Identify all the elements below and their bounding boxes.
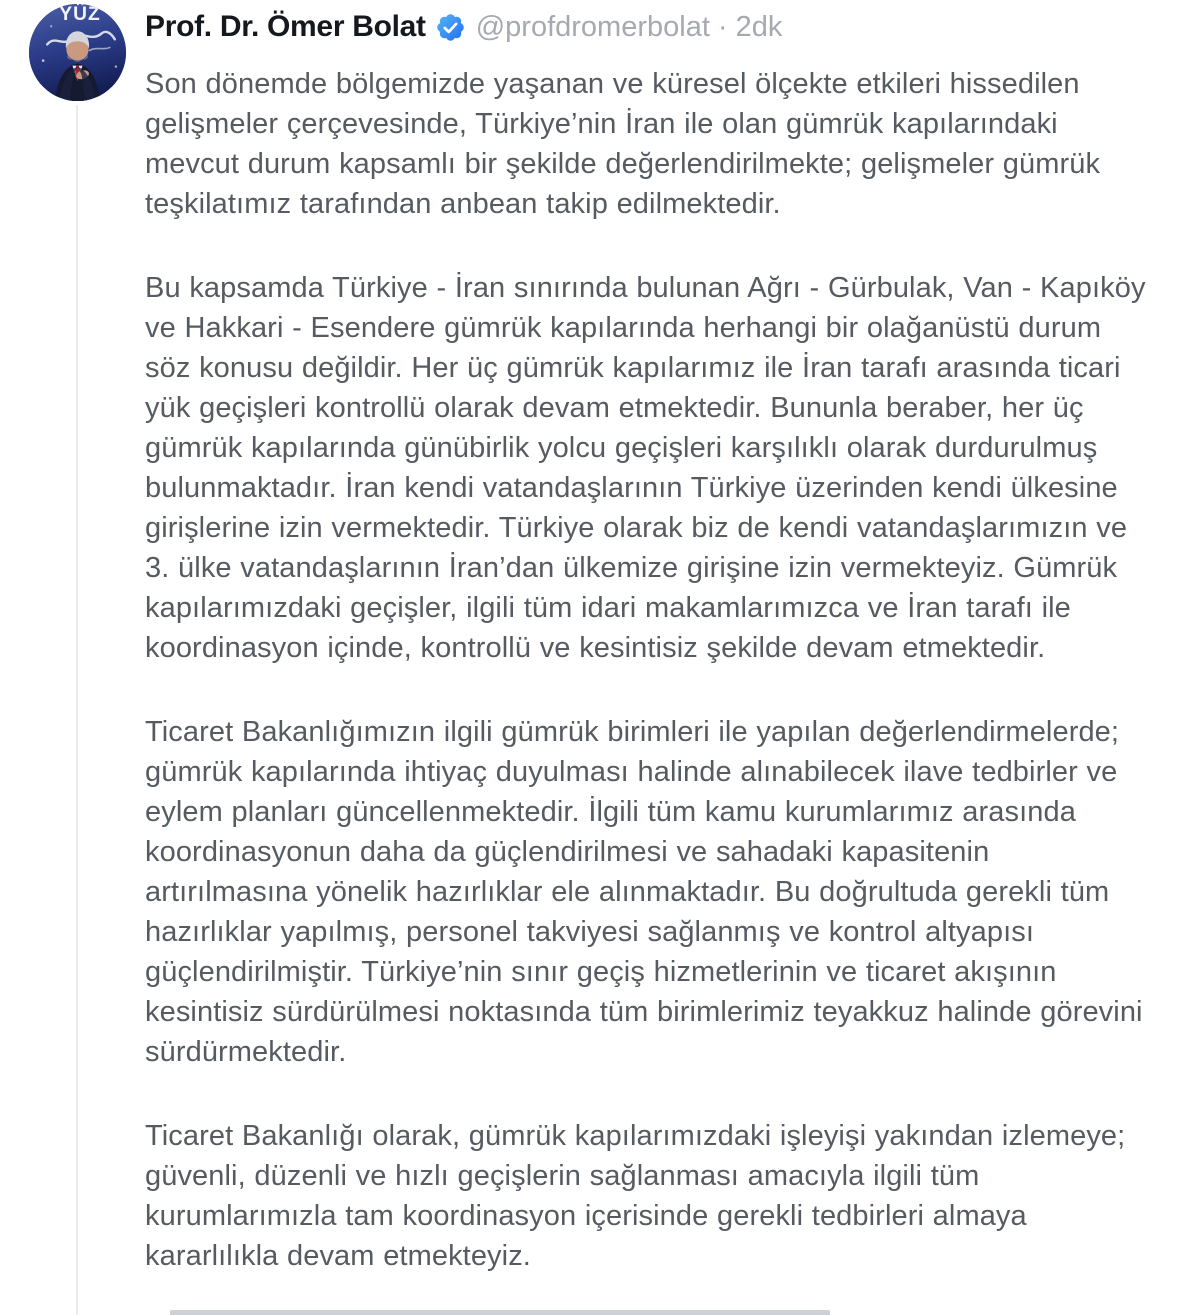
tweet-content bbox=[145, 6, 1155, 1276]
tweet-paragraph: Bu kapsamda Türkiye - İran sınırında bulunan Ağrı - Gürbulak, Van - Kapıköy ve Hakkari - Esendere gümrük kapılarında herhangi bir olağanüstü durum söz konusu değildir. Her üç gümrük kapılarımız ile İran tarafı arasında ticari yük geçişleri kontrollü olarak devam etmektedir. Bununla beraber, her üç gümrük kapılarında günübirlik yolcu geçişleri karşılıklı olarak durdurulmuş bulunmaktadır. İran kendi vatandaşlarının Türkiye üzerinden kendi ülkesine girişlerine izin vermektedir. Türkiye olarak biz de kendi vatandaşlarımızın ve 3. ülke vatandaşlarının İran’dan ülkemize girişine izin vermekteyiz. Gümrük kapılarımızdaki geçişler, ilgili tüm idari makamlarımızca ve İran tarafı ile koordinasyon içinde, kontrollü ve kesintisiz şekilde devam etmektedir. bbox=[145, 272, 1146, 664]
thread-connector-line bbox=[76, 105, 78, 1315]
tweet-body bbox=[145, 64, 1155, 1276]
avatar-speck bbox=[42, 59, 45, 62]
avatar-backdrop-text: YÜZ bbox=[59, 4, 101, 26]
next-element-edge bbox=[170, 1310, 830, 1315]
tweet-timestamp[interactable]: 2dk bbox=[735, 11, 783, 43]
author-display-name[interactable]: Prof. Dr. Ömer Bolat bbox=[145, 10, 426, 43]
avatar[interactable] bbox=[29, 4, 126, 101]
header-separator: · bbox=[717, 11, 728, 43]
tweet-paragraph: Son dönemde bölgemizde yaşanan ve küresel ölçekte etkileri hissedilen gelişmeler çerçevesinde, Türkiye’nin İran ile olan gümrük kapılarındaki mevcut durum kapsamlı bir şekilde değerlendirilmekte; gelişmeler gümrük teşkilatımız tarafından anbean takip edilmektedir. bbox=[145, 68, 1101, 220]
avatar-speck bbox=[50, 25, 52, 27]
author-handle[interactable]: @profdromerbolat bbox=[475, 11, 710, 43]
tweet-header bbox=[145, 6, 1155, 48]
tweet-paragraph: Ticaret Bakanlığımızın ilgili gümrük birimleri ile yapılan değerlendirmelerde; gümrük kapılarında ihtiyaç duyulması halinde alınabilecek ilave tedbirler ve eylem planları güncellenmektedir. İlgili tüm kamu kurumlarımız arasında koordinasyonun daha da güçlendirilmesi ve sahadaki kapasitenin artırılmasına yönelik hazırlıklar ele alınmaktadır. Bu doğrultuda gerekli tüm hazırlıklar yapılmış, personel takviyesi sağlanmış ve kontrol altyapısı güçlendirilmiştir. Türkiye’nin sınır geçiş hizmetlerinin ve ticaret akışının kesintisiz sürdürülmesi noktasında tüm birimlerimiz teyakkuz halinde görevini sürdürmektedir. bbox=[145, 716, 1143, 1068]
avatar-speck bbox=[115, 65, 117, 67]
tweet-paragraph: Ticaret Bakanlığı olarak, gümrük kapılarımızdaki işleyişi yakından izlemeye; güvenli, düzenli ve hızlı geçişlerin sağlanması amacıyla ilgili tüm kurumlarımızla tam koordinasyon içerisinde gerekli tedbirleri almaya kararlılıkla devam etmekteyiz. bbox=[145, 1120, 1126, 1272]
avatar-image bbox=[29, 4, 126, 101]
verified-badge-icon[interactable] bbox=[435, 12, 466, 43]
